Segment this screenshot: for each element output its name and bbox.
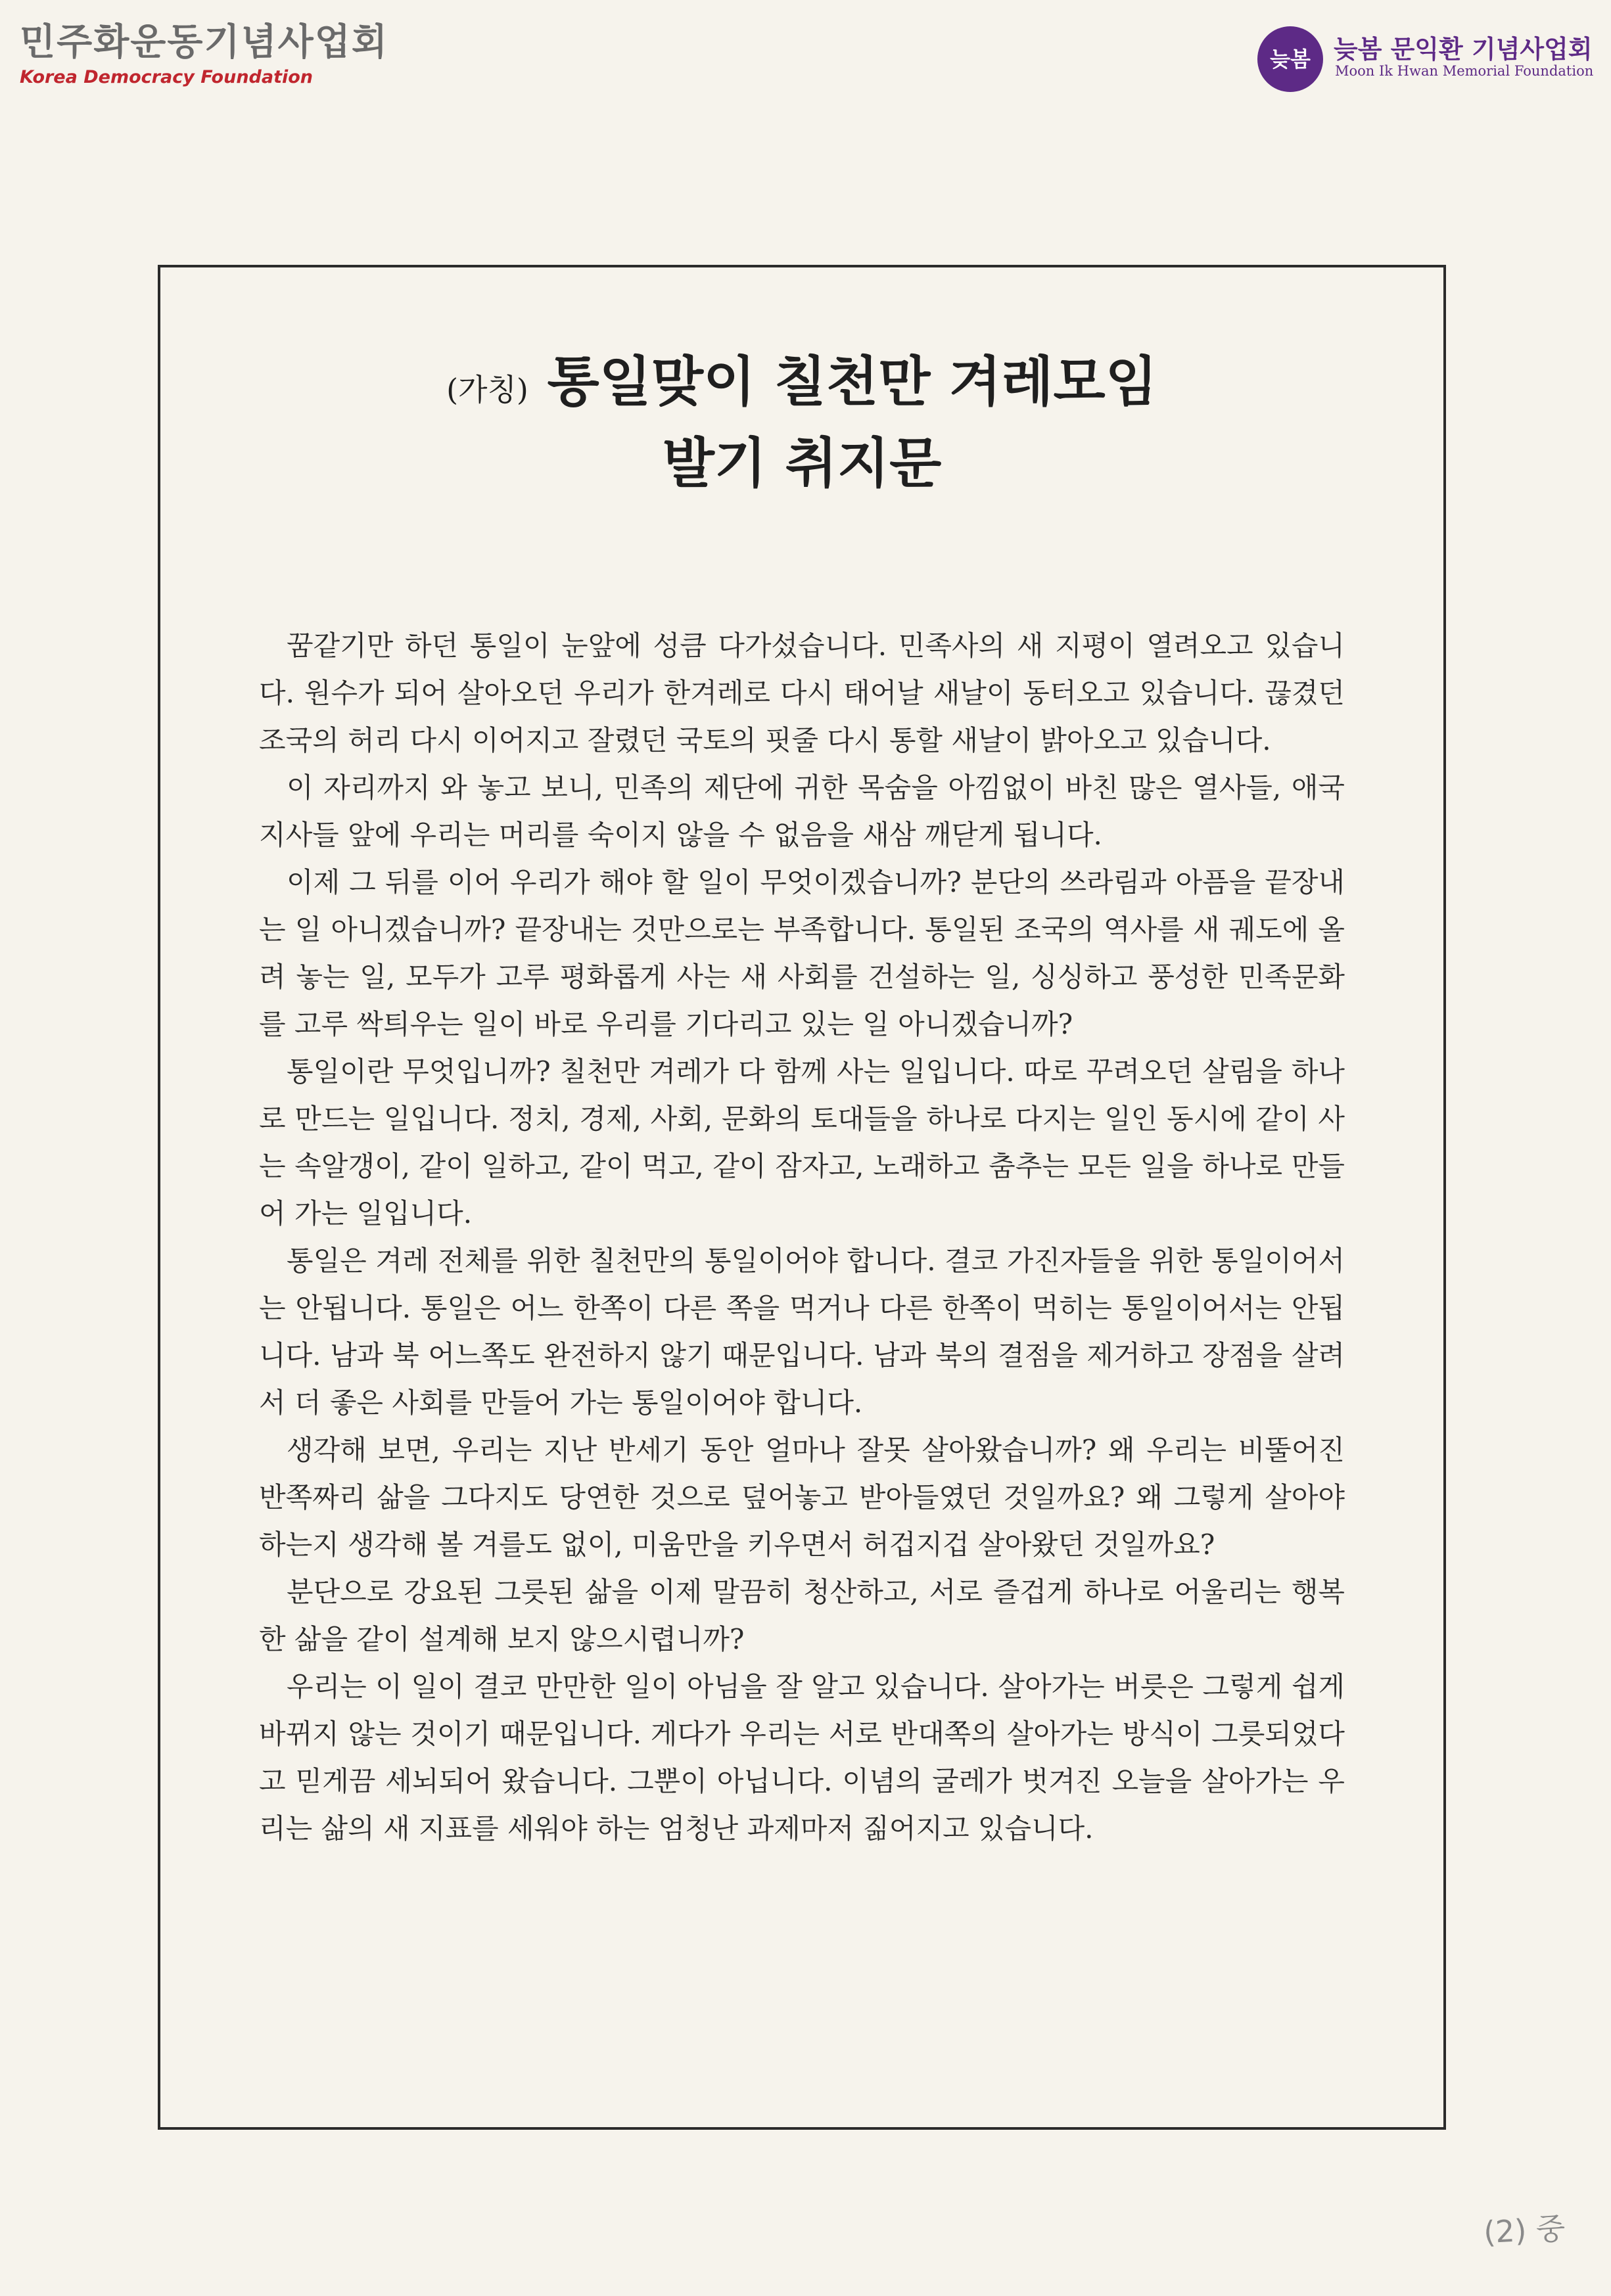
paragraph: 생각해 보면, 우리는 지난 반세기 동안 얼마나 잘못 살아왔습니까? 왜 우리는 비뚤어진 반쪽짜리 삶을 그다지도 당연한 것으로 덮어놓고 받아들였던 것일까요? 왜 그렇게 살아야 하는지 생각해 볼 겨를도 없이, 미움만을 키우면서 허겁지겁 살아왔던 것일까요? bbox=[259, 1434, 1345, 1561]
paragraph: 통일이란 무엇입니까? 칠천만 겨레가 다 함께 사는 일입니다. 따로 꾸려오던 살림을 하나로 만드는 일입니다. 정치, 경제, 사회, 문화의 토대들을 하나로 다지는 일인 동시에 같이 사는 속알갱이, 같이 일하고, 같이 먹고, 같이 잠자고, 노래하고 춤추는 모든 일을 하나로 만들어 가는 일입니다. bbox=[259, 1055, 1345, 1229]
neutbom-seal-icon: 늦봄 bbox=[1257, 26, 1323, 92]
moon-ik-hwan-logo bbox=[1257, 26, 1599, 92]
title-line-2: 발기 취지문 bbox=[662, 432, 942, 495]
kdf-logo-korean: 민주화운동기념사업회 bbox=[20, 21, 388, 64]
moon-foundation-korean: 늦봄 문익환 기념사업회 bbox=[1334, 35, 1593, 64]
paragraph: 우리는 이 일이 결코 만만한 일이 아님을 잘 알고 있습니다. 살아가는 버릇은 그렇게 쉽게 바뀌지 않는 것이기 때문입니다. 게다가 우리는 서로 반대쪽의 살아가는 방식이 그릇되었다고 믿게끔 세뇌되어 왔습니다. 그뿐이 아닙니다. 이념의 굴레가 벗겨진 오늘을 살아가는 우리는 삶의 새 지표를 세워야 하는 엄청난 과제마저 짊어지고 있습니다. bbox=[259, 1670, 1345, 1845]
paragraph: 이제 그 뒤를 이어 우리가 해야 할 일이 무엇이겠습니까? 분단의 쓰라림과 아픔을 끝장내는 일 아니겠습니까? 끝장내는 것만으로는 부족합니다. 통일된 조국의 역사를 새 궤도에 올려 놓는 일, 모두가 고루 평화롭게 사는 새 사회를 건설하는 일, 싱싱하고 풍성한 민족문화를 고루 싹틔우는 일이 바로 우리를 기다리고 있는 일 아니겠습니까? bbox=[259, 866, 1345, 1040]
title-main: 통일맞이 칠천만 겨레모임 bbox=[547, 350, 1157, 413]
paragraph: 통일은 겨레 전체를 위한 칠천만의 통일이어야 합니다. 결코 가진자들을 위한 통일이어서는 안됩니다. 통일은 어느 한쪽이 다른 쪽을 먹거나 다른 한쪽이 먹히는 통일이어서는 안됩니다. 남과 북 어느쪽도 완전하지 않기 때문입니다. 남과 북의 결점을 제거하고 장점을 살려서 더 좋은 사회를 만들어 가는 통일이어야 합니다. bbox=[259, 1245, 1345, 1419]
paragraph: 분단으로 강요된 그릇된 삶을 이제 말끔히 청산하고, 서로 즐겁게 하나로 어울리는 행복한 삶을 같이 설계해 보지 않으시렵니까? bbox=[259, 1576, 1345, 1655]
paragraph: 꿈같기만 하던 통일이 눈앞에 성큼 다가섰습니다. 민족사의 새 지평이 열려오고 있습니다. 원수가 되어 살아오던 우리가 한겨레로 다시 태어날 새날이 동터오고 있습니다. 끊겼던 조국의 허리 다시 이어지고 잘렸던 국토의 핏줄 다시 통할 새날이 밝아오고 있습니다. bbox=[259, 630, 1345, 756]
kdf-logo bbox=[20, 20, 388, 89]
paragraph: 이 자리까지 와 놓고 보니, 민족의 제단에 귀한 목숨을 아낌없이 바친 많은 열사들, 애국지사들 앞에 우리는 머리를 숙이지 않을 수 없음을 새삼 깨닫게 됩니다. bbox=[259, 771, 1345, 851]
moon-foundation-english: Moon Ik Hwan Memorial Foundation bbox=[1335, 63, 1594, 79]
title-prefix: (가칭) bbox=[446, 372, 528, 407]
document-frame bbox=[158, 265, 1446, 2130]
document-body bbox=[259, 622, 1345, 1852]
kdf-logo-english: Korea Democracy Foundation bbox=[20, 67, 314, 87]
handwritten-page-note: (2) 중 bbox=[1482, 2210, 1566, 2251]
title-line-1 bbox=[160, 345, 1443, 426]
document-title bbox=[160, 345, 1443, 500]
